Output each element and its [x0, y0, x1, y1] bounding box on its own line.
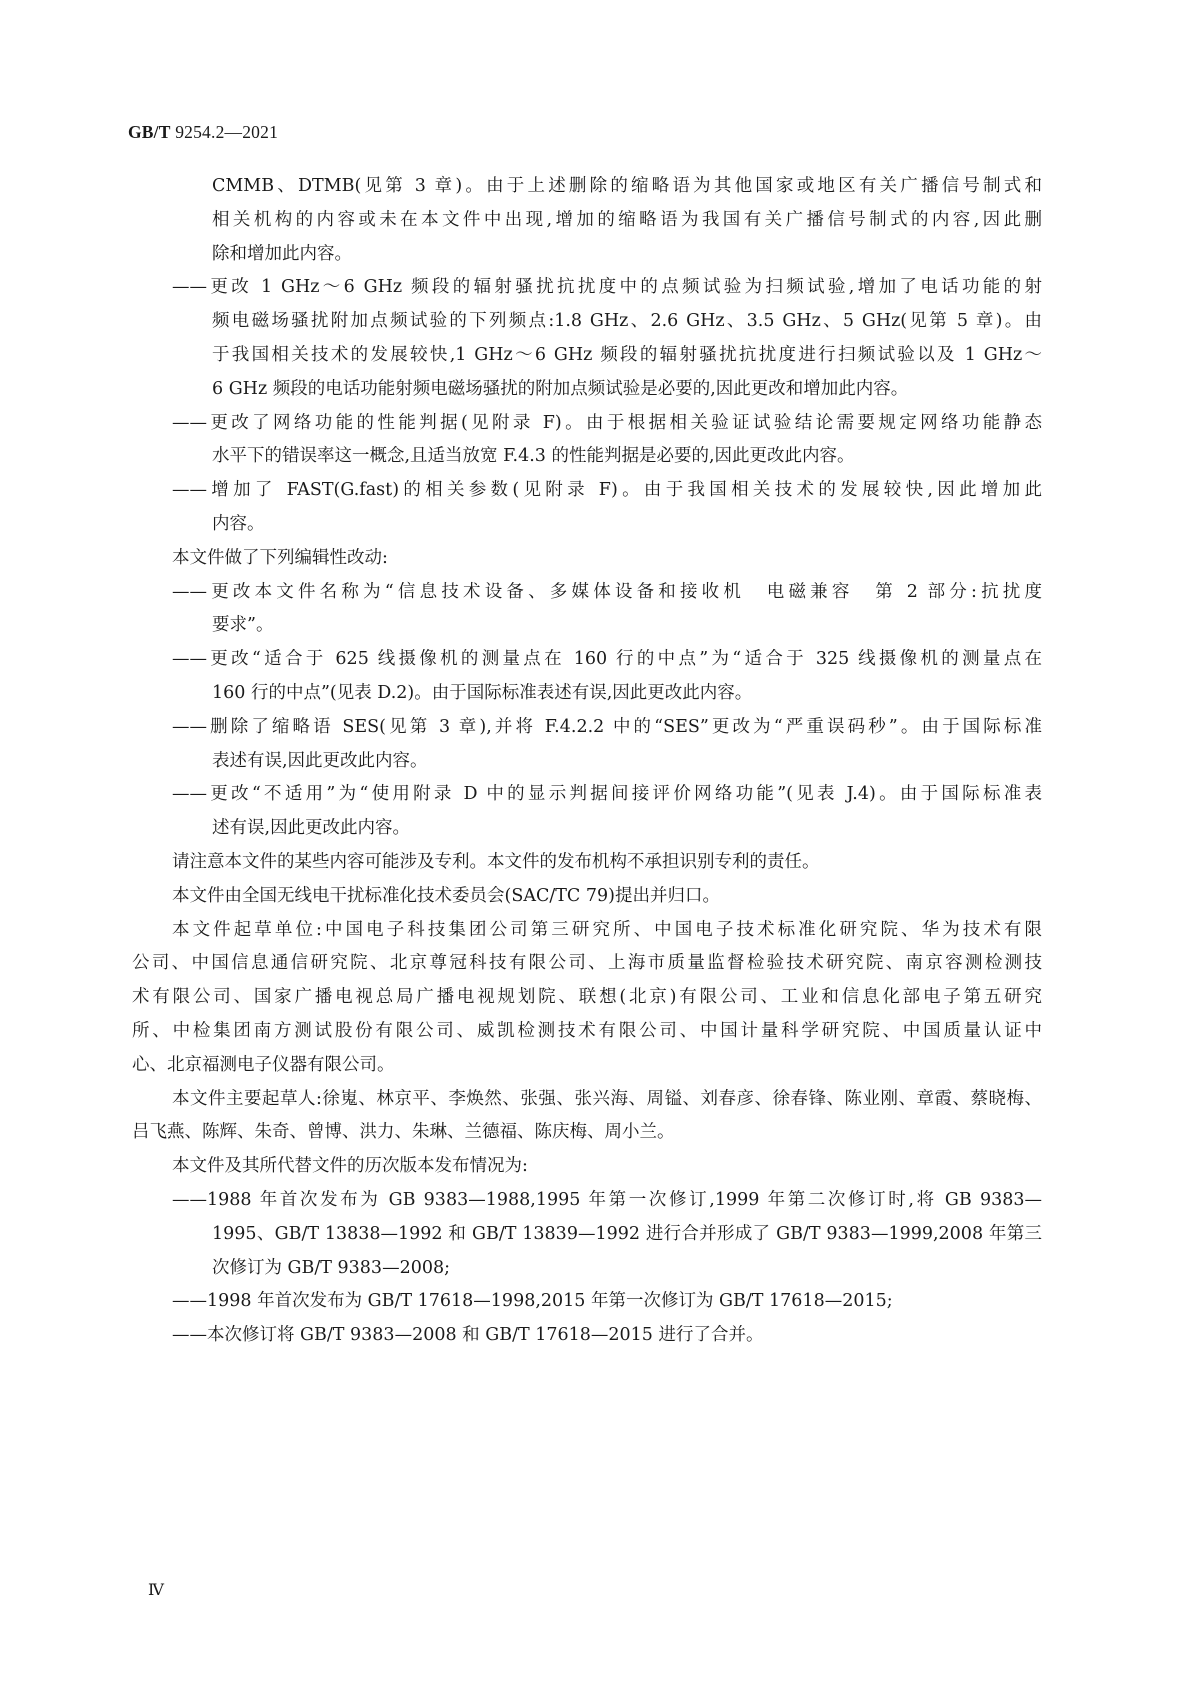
- text-line: ——更改 1 GHz～6 GHz 频段的辐射骚扰抗扰度中的点频试验为扫频试验,增加了电话功能的射: [172, 277, 1042, 298]
- text-line: 除和增加此内容。: [212, 243, 352, 264]
- text-line: 本文件起草单位:中国电子科技集团公司第三研究所、中国电子技术标准化研究院、华为技术有限: [172, 919, 1042, 940]
- text-line: ——1998 年首次发布为 GB/T 17618—1998,2015 年第一次修订为 GB/T 17618—2015;: [172, 1291, 893, 1312]
- document-code: [128, 122, 278, 143]
- text-line: ——更改“不适用”为“使用附录 D 中的显示判据间接评价网络功能”(见表 J.4)。由于国际标准表: [172, 784, 1042, 805]
- text-line: 次修订为 GB/T 9383—2008;: [212, 1257, 451, 1278]
- text-line: 于我国相关技术的发展较快,1 GHz～6 GHz 频段的辐射骚扰抗扰度进行扫频试验以及 1 GHz～: [212, 344, 1042, 365]
- text-line: 表述有误,因此更改此内容。: [212, 750, 428, 771]
- text-line: 所、中检集团南方测试股份有限公司、威凯检测技术有限公司、中国计量科学研究院、中国质量认证中: [132, 1020, 1042, 1041]
- text-line: 本文件及其所代替文件的历次版本发布情况为:: [172, 1156, 528, 1177]
- text-line: 公司、中国信息通信研究院、北京尊冠科技有限公司、上海市质量监督检验技术研究院、南京容测检测技: [132, 953, 1042, 974]
- text-line: 本文件做了下列编辑性改动:: [172, 547, 388, 568]
- text-line: 频电磁场骚扰附加点频试验的下列频点:1.8 GHz、2.6 GHz、3.5 GHz、5 GHz(见第 5 章)。由: [212, 311, 1042, 332]
- text-line: ——本次修订将 GB/T 9383—2008 和 GB/T 17618—2015 进行了合并。: [172, 1325, 764, 1346]
- text-line: 要求”。: [212, 615, 274, 636]
- page-number: Ⅳ: [148, 1582, 164, 1599]
- text-line: 水平下的错误率这一概念,且适当放宽 F.4.3 的性能判据是必要的,因此更改此内容。: [212, 446, 855, 467]
- text-line: 本文件主要起草人:徐嵬、林京平、李焕然、张强、张兴海、周镒、刘春彦、徐春锋、陈业刚、章霞、蔡晓梅、: [172, 1088, 1042, 1109]
- document-code-prefix: GB/T: [128, 122, 171, 142]
- text-line: ——更改本文件名称为“信息技术设备、多媒体设备和接收机 电磁兼容 第 2 部分:抗扰度: [172, 581, 1042, 602]
- text-line: 6 GHz 频段的电话功能射频电磁场骚扰的附加点频试验是必要的,因此更改和增加此内容。: [212, 378, 909, 399]
- text-line: ——更改“适合于 625 线摄像机的测量点在 160 行的中点”为“适合于 325 线摄像机的测量点在: [172, 649, 1042, 670]
- text-line: 1995、GB/T 13838—1992 和 GB/T 13839—1992 进行合并形成了 GB/T 9383—1999,2008 年第三: [212, 1223, 1042, 1244]
- text-line: 述有误,因此更改此内容。: [212, 818, 411, 839]
- text-line: ——增加了 FAST(G.fast)的相关参数(见附录 F)。由于我国相关技术的发展较快,因此增加此: [172, 480, 1042, 501]
- document-code-number: 9254.2—2021: [170, 122, 279, 142]
- text-line: 相关机构的内容或未在本文件中出现,增加的缩略语为我国有关广播信号制式的内容,因此删: [212, 209, 1042, 230]
- text-line: CMMB、DTMB(见第 3 章)。由于上述删除的缩略语为其他国家或地区有关广播信号制式和: [212, 176, 1042, 196]
- text-line: ——删除了缩略语 SES(见第 3 章),并将 F.4.2.2 中的“SES”更改为“严重误码秒”。由于国际标准: [172, 716, 1042, 737]
- foreword-body: [132, 170, 1042, 1353]
- text-line: 内容。: [212, 513, 265, 534]
- text-line: 160 行的中点”(见表 D.2)。由于国际标准表述有误,因此更改此内容。: [212, 682, 753, 703]
- text-line: 心、北京福测电子仪器有限公司。: [132, 1054, 395, 1075]
- text-line: 请注意本文件的某些内容可能涉及专利。本文件的发布机构不承担识别专利的责任。: [172, 851, 820, 872]
- text-line: ——更改了网络功能的性能判据(见附录 F)。由于根据相关验证试验结论需要规定网络功能静态: [172, 412, 1042, 433]
- text-line: 吕飞燕、陈辉、朱奇、曾博、洪力、朱琳、兰德福、陈庆梅、周小兰。: [132, 1122, 675, 1143]
- text-line: 本文件由全国无线电干扰标准化技术委员会(SAC/TC 79)提出并归口。: [172, 885, 720, 906]
- text-line: 术有限公司、国家广播电视总局广播电视规划院、联想(北京)有限公司、工业和信息化部电子第五研究: [132, 987, 1042, 1008]
- text-line: ——1988 年首次发布为 GB 9383—1988,1995 年第一次修订,1999 年第二次修订时,将 GB 9383—: [172, 1189, 1042, 1210]
